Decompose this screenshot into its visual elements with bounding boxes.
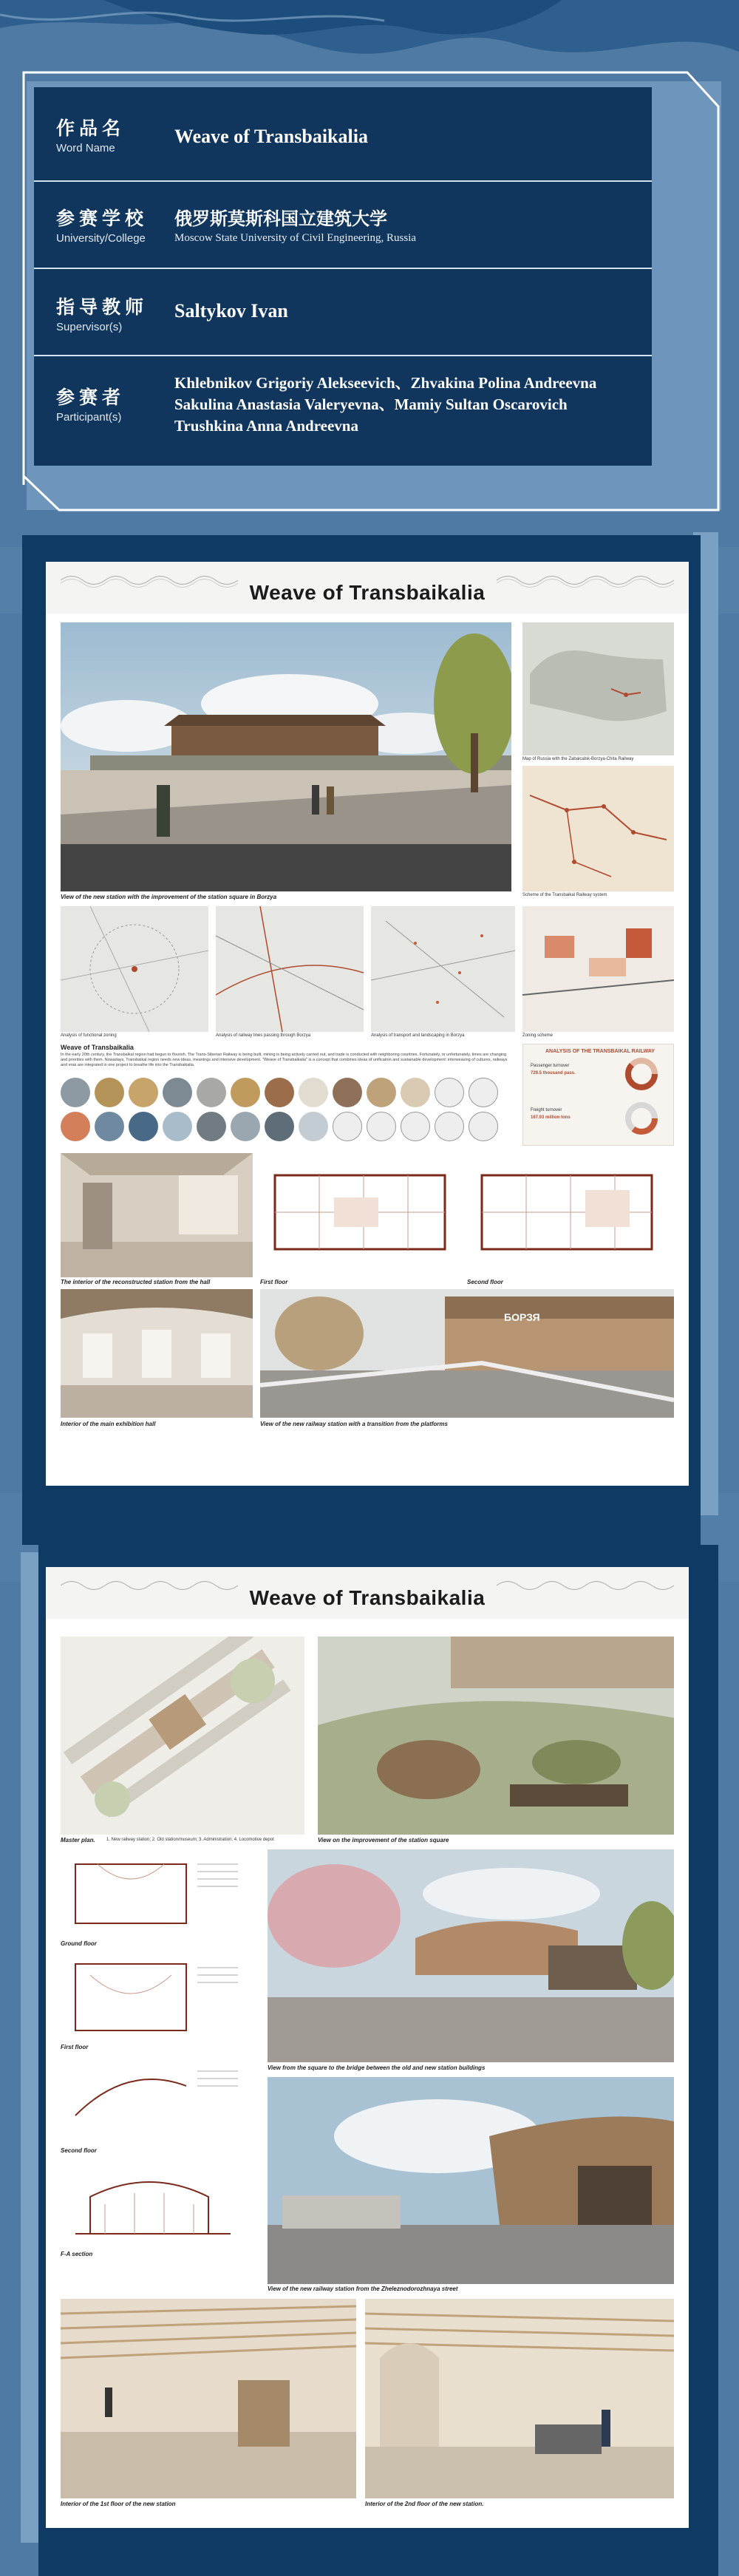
board1-sheet [46,562,689,1486]
stats-panel [522,1044,674,1146]
photo-circle [333,1078,362,1107]
analysis-map-1 [61,906,208,1032]
first-floor-plan-2 [61,1953,245,2042]
participant-line: Khlebnikov Grigoriy Alekseevich、Zhvakina Polina Andreevna [174,374,597,392]
participants-label: 参赛者 [56,387,126,408]
caption-square: View on the improvement of the station square [318,1837,449,1843]
caption-section: F-A section [61,2251,93,2257]
photo-circle [401,1112,430,1141]
caption-first-floor: First floor [260,1279,288,1285]
photo-circle [299,1112,328,1141]
photo-circle [197,1078,226,1107]
photo-circle [265,1078,294,1107]
college-label: 参赛学校 [56,208,149,229]
work-name-label: 作品名 [56,118,126,139]
map-russia-image [522,622,674,755]
supervisor-label: 指导教师 [56,296,149,318]
photo-circle [299,1078,328,1107]
interior-2nd-floor-image [365,2299,674,2498]
stats-title: ANALYSIS OF THE TRANSBAIKAL RAILWAY [545,1049,655,1054]
caption-second-floor-2: Second floor [61,2147,97,2154]
caption-main-render: View of the new station with the improvement of the station square in Borzya [61,894,277,900]
caption-map-russia: Map of Russia with the Zabaicalsk-Borzya-Chita Railway [522,757,634,761]
stats-a-value: 729.5 thousand pass. [531,1071,576,1075]
caption-master-plan-legend: 1. New railway station; 2. Old station/museum; 3. Administration; 4. Locomotive depot [106,1838,274,1842]
photo-circle [469,1078,498,1107]
photo-circle [129,1112,158,1141]
photo-circle [469,1112,498,1141]
caption-first-floor-2: First floor [61,2044,89,2050]
photo-circle [265,1112,294,1141]
stats-b-label: Freight turnover [531,1108,562,1112]
caption-platform: View of the new railway station with a transition from the platforms [260,1421,448,1427]
college-label-en: University/College [56,232,146,245]
college-value-en: Moscow State University of Civil Engineering, Russia [174,232,417,244]
caption-analysis-1: Analysis of functional zoning [61,1033,117,1038]
photo-circle [435,1112,464,1141]
board1-title: Weave of Transbaikalia [249,581,486,604]
street-render-image [268,2077,674,2284]
photo-circle [95,1112,124,1141]
photo-circle [435,1078,464,1107]
section-drawing [61,2160,245,2249]
caption-master-plan: Master plan. [61,1837,95,1843]
caption-railway-scheme: Scheme of the Transbaikal Railway system [522,893,607,897]
caption-interior-hall: The interior of the reconstructed station from the hall [61,1279,211,1285]
board2-sheet [46,1567,689,2528]
main-render-image [61,622,511,891]
caption-analysis-3: Analysis of transport and landscaping in Borzya [371,1033,465,1038]
board2-title: Weave of Transbaikalia [249,1586,486,1609]
supervisor-label-en: Supervisor(s) [56,321,123,333]
info-card-frame [22,71,720,512]
work-name-value: Weave of Transbaikalia [174,126,368,147]
interior-1st-floor-image [61,2299,356,2498]
supervisor-value: Saltykov Ivan [174,300,288,322]
photo-circle [401,1078,430,1107]
photo-circle [367,1112,396,1141]
stats-a-label: Passenger turnover [531,1064,570,1068]
work-name-label-en: Word Name [56,142,115,154]
caption-interior-2: Interior of the 2nd floor of the new station. [365,2501,484,2507]
photo-circle [95,1078,124,1107]
platform-render-image [260,1289,674,1418]
ground-floor-plan [61,1849,245,1938]
interior-hall-image [61,1153,253,1277]
caption-analysis-2: Analysis of railway lines passing through Borzya [216,1033,311,1038]
college-value-cn: 俄罗斯莫斯科国立建筑大学 [174,208,387,229]
station-sign: БОРЗЯ [504,1311,540,1323]
photo-circle [163,1078,192,1107]
analysis-map-2 [216,906,364,1032]
caption-ground-floor: Ground floor [61,1940,97,1947]
text-body: In the early 20th century, the Transbaikal region had begun to flourish. The Trans-Siberian Railway is being built, mining is being actively carried out, and trade is conducted with neighboring countries. Fortunately, or unfortunately, times are changing and priorities with them. Nowadays, Transbaikal region needs new ideas, meanings and intensive development. "Weave of Transbaikalia" is a concept that combines ideas of unification and sustainable development: interweaving of cultures, railways and eras are integrated in one project to breathe life into the Transbaikalia. [61,1053,508,1067]
analysis-map-3 [371,906,515,1032]
master-plan-image [61,1637,304,1835]
photo-circle [197,1112,226,1141]
stats-b-value: 167.03 million tons [531,1115,571,1120]
caption-interior-1: Interior of the 1st floor of the new station [61,2501,176,2507]
photo-circle [163,1112,192,1141]
photo-circle [231,1078,260,1107]
caption-bridge: View from the square to the bridge between the old and new station buildings [268,2064,486,2071]
photo-circle [129,1078,158,1107]
zoning-map [522,906,674,1032]
first-floor-plan [260,1153,460,1277]
text-heading: Weave of Transbaikalia [61,1044,134,1051]
participant-line: Sakulina Anastasia Valeryevna、Mamiy Sultan Oscarovich [174,395,568,413]
caption-street: View of the new railway station from the Zheleznodorozhnaya street [268,2286,458,2292]
railway-scheme-image [522,766,674,891]
photo-circle [367,1078,396,1107]
bridge-render-image [268,1849,674,2062]
caption-zoning: Zoning scheme [522,1033,554,1038]
caption-exhibition: Interior of the main exhibition hall [61,1421,156,1427]
photo-circle [333,1112,362,1141]
caption-second-floor: Second floor [467,1279,503,1285]
photo-circle [231,1112,260,1141]
background-wave [0,0,739,81]
participants-label-en: Participant(s) [56,411,122,424]
photo-circle [61,1112,90,1141]
second-floor-plan [467,1153,674,1277]
second-floor-plan-2 [61,2056,245,2145]
photo-circle [61,1078,90,1107]
participant-line: Trushkina Anna Andreevna [174,417,358,435]
square-render-image [318,1637,674,1835]
exhibition-hall-image [61,1289,253,1418]
